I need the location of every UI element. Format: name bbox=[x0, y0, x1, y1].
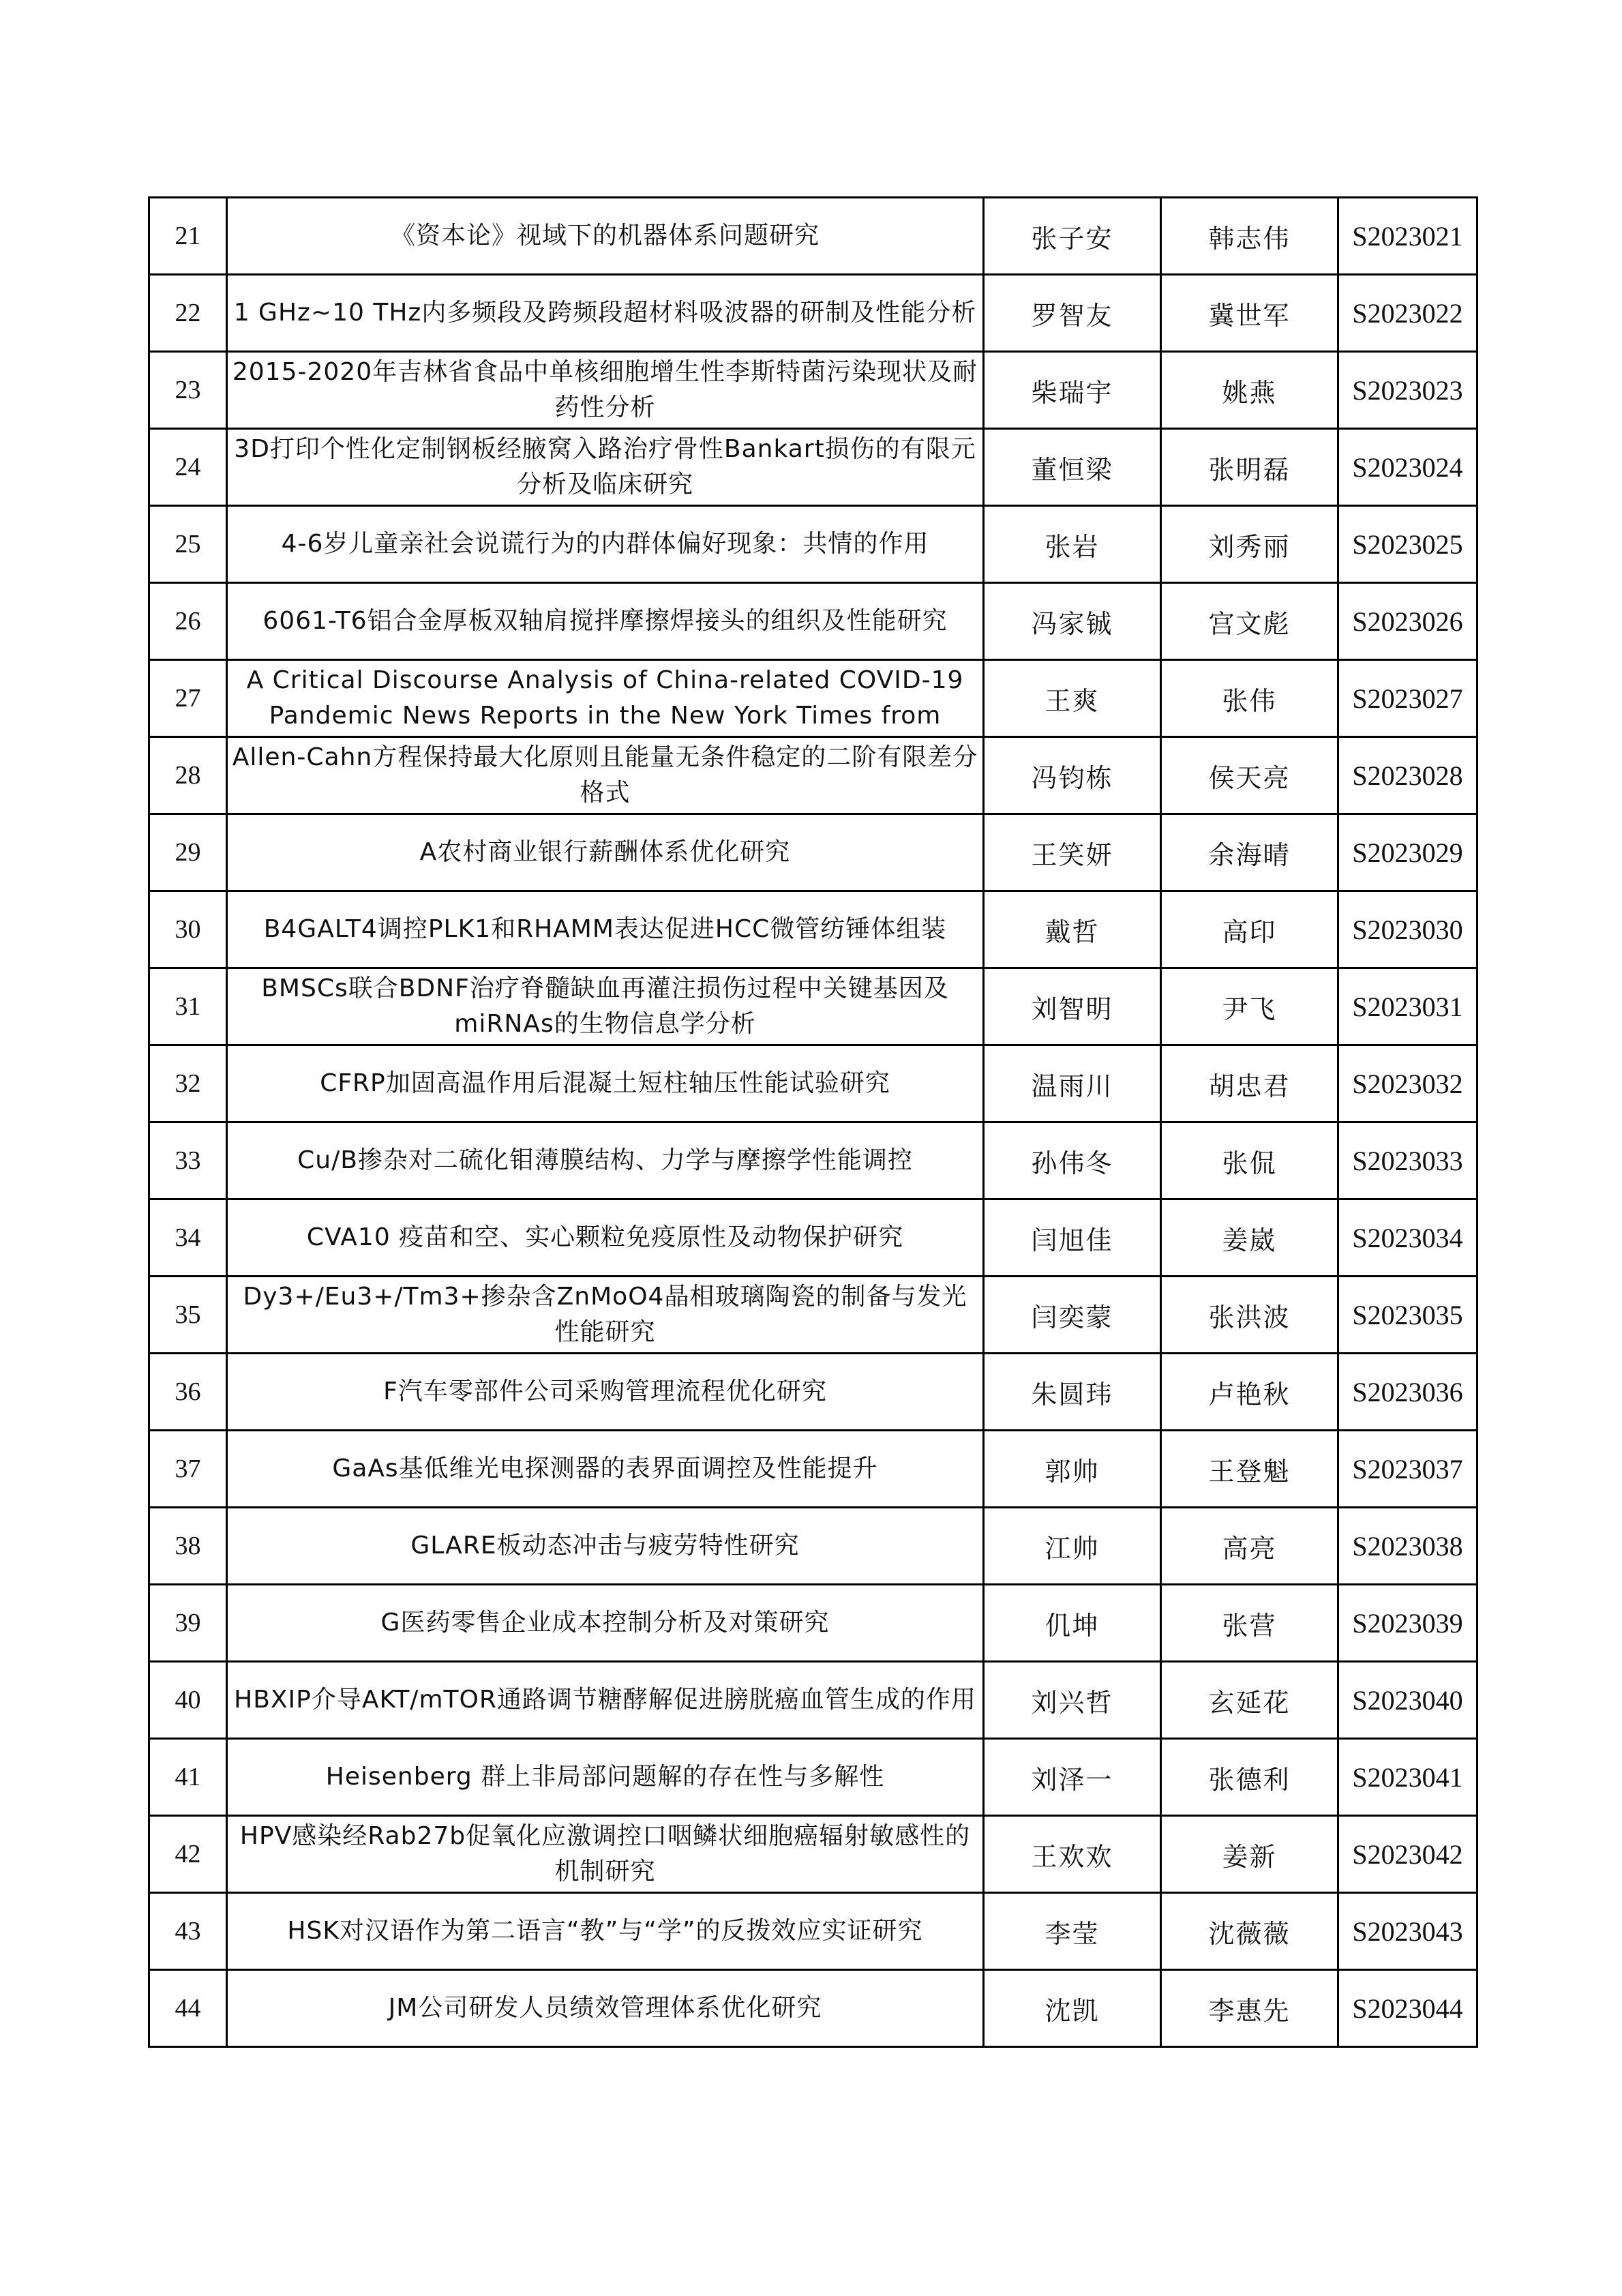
row-number: 24 bbox=[149, 429, 227, 506]
adviser-name: 张明磊 bbox=[1161, 429, 1338, 506]
student-name: 冯家铖 bbox=[984, 583, 1161, 660]
project-title: CVA10 疫苗和空、实心颗粒免疫原性及动物保护研究 bbox=[227, 1199, 984, 1277]
project-code: S2023034 bbox=[1338, 1199, 1477, 1277]
table-row bbox=[149, 506, 1477, 583]
project-code: S2023044 bbox=[1338, 1970, 1477, 2047]
project-title: G医药零售企业成本控制分析及对策研究 bbox=[227, 1585, 984, 1662]
table-row bbox=[149, 1277, 1477, 1354]
table-row bbox=[149, 1431, 1477, 1508]
row-number: 21 bbox=[149, 198, 227, 275]
table-row bbox=[149, 737, 1477, 814]
row-number: 29 bbox=[149, 814, 227, 891]
student-name: 王欢欢 bbox=[984, 1816, 1161, 1893]
adviser-name: 张侃 bbox=[1161, 1122, 1338, 1199]
row-number: 36 bbox=[149, 1354, 227, 1431]
adviser-name: 李惠先 bbox=[1161, 1970, 1338, 2047]
row-number: 37 bbox=[149, 1431, 227, 1508]
row-number: 31 bbox=[149, 968, 227, 1045]
project-code: S2023032 bbox=[1338, 1045, 1477, 1122]
student-name: 闫奕蒙 bbox=[984, 1277, 1161, 1354]
adviser-name: 冀世军 bbox=[1161, 275, 1338, 352]
table-row bbox=[149, 583, 1477, 660]
row-number: 30 bbox=[149, 891, 227, 968]
adviser-name: 侯天亮 bbox=[1161, 737, 1338, 814]
adviser-name: 张营 bbox=[1161, 1585, 1338, 1662]
adviser-name: 余海晴 bbox=[1161, 814, 1338, 891]
student-name: 罗智友 bbox=[984, 275, 1161, 352]
row-number: 26 bbox=[149, 583, 227, 660]
project-title: 3D打印个性化定制钢板经腋窝入路治疗骨性Bankart损伤的有限元分析及临床研究 bbox=[227, 429, 984, 506]
student-name: 温雨川 bbox=[984, 1045, 1161, 1122]
project-title: BMSCs联合BDNF治疗脊髓缺血再灌注损伤过程中关键基因及miRNAs的生物信息学分析 bbox=[227, 968, 984, 1045]
student-name: 冯钧栋 bbox=[984, 737, 1161, 814]
row-number: 34 bbox=[149, 1199, 227, 1277]
project-code: S2023023 bbox=[1338, 352, 1477, 429]
table-row bbox=[149, 352, 1477, 429]
table-row bbox=[149, 1739, 1477, 1816]
project-title: Dy3+/Eu3+/Tm3+掺杂含ZnMoO4晶相玻璃陶瓷的制备与发光性能研究 bbox=[227, 1277, 984, 1354]
row-number: 27 bbox=[149, 660, 227, 737]
row-number: 28 bbox=[149, 737, 227, 814]
project-code: S2023042 bbox=[1338, 1816, 1477, 1893]
row-number: 33 bbox=[149, 1122, 227, 1199]
project-title: Heisenberg 群上非局部问题解的存在性与多解性 bbox=[227, 1739, 984, 1816]
adviser-name: 宫文彪 bbox=[1161, 583, 1338, 660]
project-title: JM公司研发人员绩效管理体系优化研究 bbox=[227, 1970, 984, 2047]
adviser-name: 张伟 bbox=[1161, 660, 1338, 737]
student-name: 张岩 bbox=[984, 506, 1161, 583]
adviser-name: 胡忠君 bbox=[1161, 1045, 1338, 1122]
adviser-name: 刘秀丽 bbox=[1161, 506, 1338, 583]
table-row bbox=[149, 1354, 1477, 1431]
adviser-name: 尹飞 bbox=[1161, 968, 1338, 1045]
project-code: S2023041 bbox=[1338, 1739, 1477, 1816]
adviser-name: 玄延花 bbox=[1161, 1662, 1338, 1739]
table-row bbox=[149, 1122, 1477, 1199]
student-name: 江帅 bbox=[984, 1508, 1161, 1585]
project-title: Cu/B掺杂对二硫化钼薄膜结构、力学与摩擦学性能调控 bbox=[227, 1122, 984, 1199]
project-title: Allen-Cahn方程保持最大化原则且能量无条件稳定的二阶有限差分格式 bbox=[227, 737, 984, 814]
adviser-name: 张德利 bbox=[1161, 1739, 1338, 1816]
student-name: 闫旭佳 bbox=[984, 1199, 1161, 1277]
student-name: 王笑妍 bbox=[984, 814, 1161, 891]
project-code: S2023021 bbox=[1338, 198, 1477, 275]
table-row bbox=[149, 429, 1477, 506]
table-row bbox=[149, 1893, 1477, 1970]
adviser-name: 张洪波 bbox=[1161, 1277, 1338, 1354]
project-code: S2023040 bbox=[1338, 1662, 1477, 1739]
row-number: 39 bbox=[149, 1585, 227, 1662]
project-title: B4GALT4调控PLK1和RHAMM表达促进HCC微管纺锤体组装 bbox=[227, 891, 984, 968]
student-name: 刘智明 bbox=[984, 968, 1161, 1045]
table-row bbox=[149, 1508, 1477, 1585]
student-name: 郭帅 bbox=[984, 1431, 1161, 1508]
row-number: 38 bbox=[149, 1508, 227, 1585]
student-name: 戴哲 bbox=[984, 891, 1161, 968]
project-title: A农村商业银行薪酬体系优化研究 bbox=[227, 814, 984, 891]
project-code: S2023025 bbox=[1338, 506, 1477, 583]
table-row bbox=[149, 1045, 1477, 1122]
adviser-name: 卢艳秋 bbox=[1161, 1354, 1338, 1431]
project-code: S2023022 bbox=[1338, 275, 1477, 352]
project-code: S2023026 bbox=[1338, 583, 1477, 660]
project-code: S2023038 bbox=[1338, 1508, 1477, 1585]
row-number: 42 bbox=[149, 1816, 227, 1893]
row-number: 41 bbox=[149, 1739, 227, 1816]
adviser-name: 高亮 bbox=[1161, 1508, 1338, 1585]
project-code: S2023027 bbox=[1338, 660, 1477, 737]
project-code: S2023030 bbox=[1338, 891, 1477, 968]
table-row bbox=[149, 1970, 1477, 2047]
project-code: S2023036 bbox=[1338, 1354, 1477, 1431]
project-title: 2015-2020年吉林省食品中单核细胞增生性李斯特菌污染现状及耐药性分析 bbox=[227, 352, 984, 429]
adviser-name: 王登魁 bbox=[1161, 1431, 1338, 1508]
table-row bbox=[149, 814, 1477, 891]
project-title: HPV感染经Rab27b促氧化应激调控口咽鳞状细胞癌辐射敏感性的机制研究 bbox=[227, 1816, 984, 1893]
project-title: 6061-T6铝合金厚板双轴肩搅拌摩擦焊接头的组织及性能研究 bbox=[227, 583, 984, 660]
table-row bbox=[149, 1199, 1477, 1277]
project-title: HSK对汉语作为第二语言“教”与“学”的反拨效应实证研究 bbox=[227, 1893, 984, 1970]
project-title: GLARE板动态冲击与疲劳特性研究 bbox=[227, 1508, 984, 1585]
project-title: 1 GHz~10 THz内多频段及跨频段超材料吸波器的研制及性能分析 bbox=[227, 275, 984, 352]
project-title: 4-6岁儿童亲社会说谎行为的内群体偏好现象：共情的作用 bbox=[227, 506, 984, 583]
row-number: 44 bbox=[149, 1970, 227, 2047]
table-row bbox=[149, 1585, 1477, 1662]
row-number: 23 bbox=[149, 352, 227, 429]
table-row bbox=[149, 1816, 1477, 1893]
row-number: 40 bbox=[149, 1662, 227, 1739]
adviser-name: 韩志伟 bbox=[1161, 198, 1338, 275]
adviser-name: 姜崴 bbox=[1161, 1199, 1338, 1277]
project-code: S2023035 bbox=[1338, 1277, 1477, 1354]
student-name: 刘兴哲 bbox=[984, 1662, 1161, 1739]
project-title: HBXIP介导AKT/mTOR通路调节糖酵解促进膀胱癌血管生成的作用 bbox=[227, 1662, 984, 1739]
student-name: 王爽 bbox=[984, 660, 1161, 737]
project-title: 《资本论》视域下的机器体系问题研究 bbox=[227, 198, 984, 275]
table-row bbox=[149, 275, 1477, 352]
project-title: A Critical Discourse Analysis of China-related COVID-19 Pandemic News Reports in the New York Times from bbox=[227, 660, 984, 737]
table-row bbox=[149, 968, 1477, 1045]
project-title: CFRP加固高温作用后混凝土短柱轴压性能试验研究 bbox=[227, 1045, 984, 1122]
student-name: 李莹 bbox=[984, 1893, 1161, 1970]
table-row bbox=[149, 1662, 1477, 1739]
project-code: S2023037 bbox=[1338, 1431, 1477, 1508]
project-table-body bbox=[149, 198, 1477, 2047]
table-row bbox=[149, 891, 1477, 968]
project-code: S2023043 bbox=[1338, 1893, 1477, 1970]
adviser-name: 高印 bbox=[1161, 891, 1338, 968]
project-code: S2023028 bbox=[1338, 737, 1477, 814]
student-name: 董恒梁 bbox=[984, 429, 1161, 506]
student-name: 孙伟冬 bbox=[984, 1122, 1161, 1199]
project-title: GaAs基低维光电探测器的表界面调控及性能提升 bbox=[227, 1431, 984, 1508]
adviser-name: 沈薇薇 bbox=[1161, 1893, 1338, 1970]
table-row bbox=[149, 660, 1477, 737]
project-code: S2023029 bbox=[1338, 814, 1477, 891]
student-name: 刘泽一 bbox=[984, 1739, 1161, 1816]
project-title: F汽车零部件公司采购管理流程优化研究 bbox=[227, 1354, 984, 1431]
project-code: S2023024 bbox=[1338, 429, 1477, 506]
project-code: S2023033 bbox=[1338, 1122, 1477, 1199]
adviser-name: 姜新 bbox=[1161, 1816, 1338, 1893]
student-name: 朱圆玮 bbox=[984, 1354, 1161, 1431]
row-number: 35 bbox=[149, 1277, 227, 1354]
student-name: 柴瑞宇 bbox=[984, 352, 1161, 429]
project-table bbox=[148, 196, 1478, 2048]
row-number: 32 bbox=[149, 1045, 227, 1122]
student-name: 沈凯 bbox=[984, 1970, 1161, 2047]
student-name: 仉坤 bbox=[984, 1585, 1161, 1662]
student-name: 张子安 bbox=[984, 198, 1161, 275]
project-code: S2023031 bbox=[1338, 968, 1477, 1045]
adviser-name: 姚燕 bbox=[1161, 352, 1338, 429]
table-row bbox=[149, 198, 1477, 275]
row-number: 25 bbox=[149, 506, 227, 583]
project-code: S2023039 bbox=[1338, 1585, 1477, 1662]
row-number: 22 bbox=[149, 275, 227, 352]
row-number: 43 bbox=[149, 1893, 227, 1970]
